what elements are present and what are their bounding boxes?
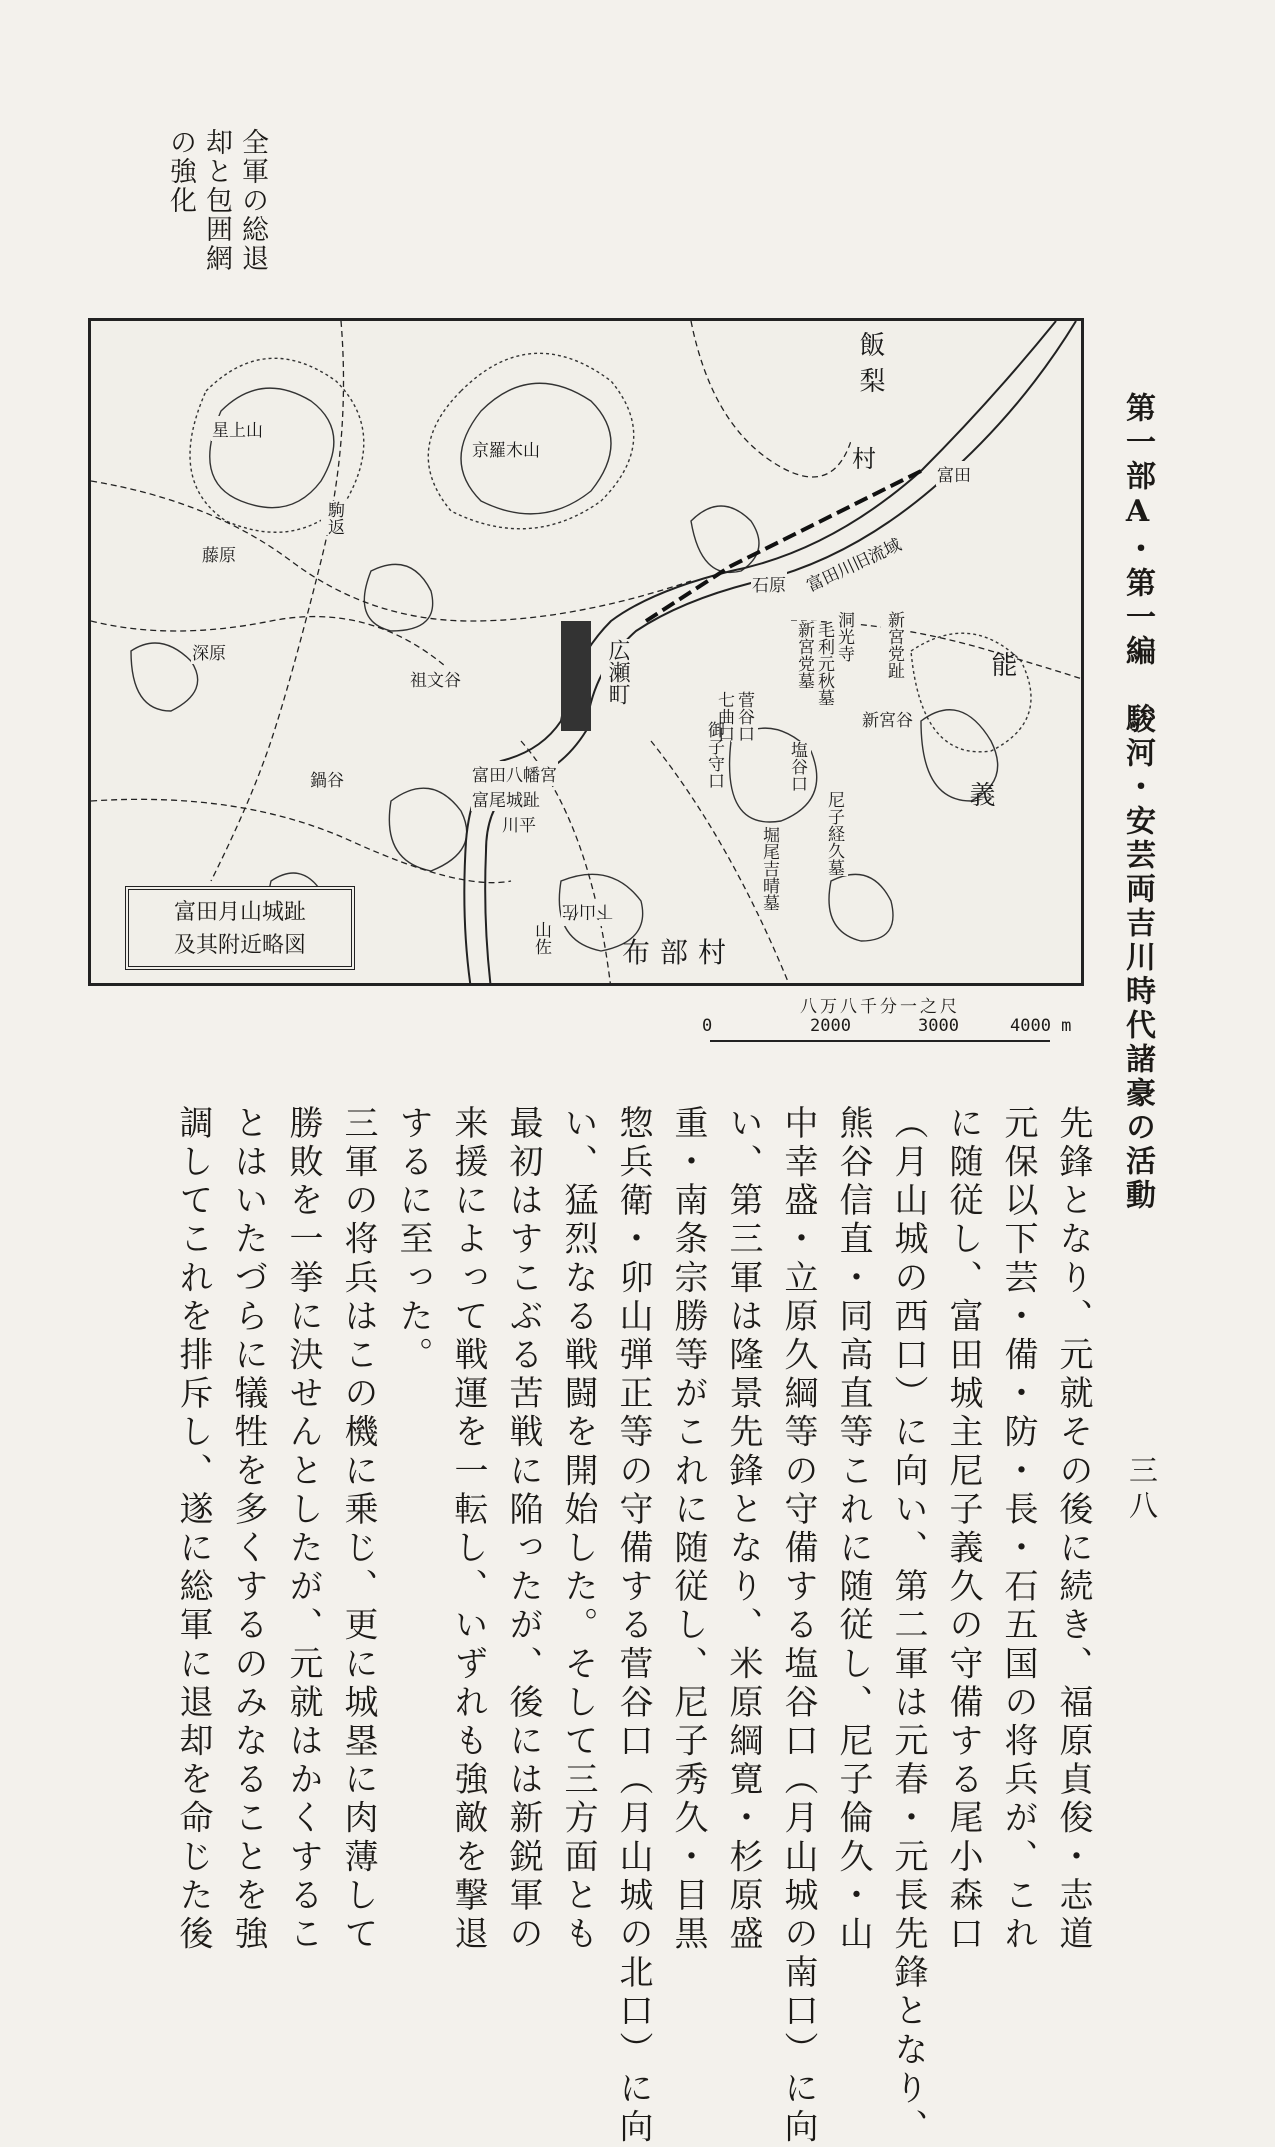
map-label-mizu: 御子守口 (701, 721, 728, 789)
map-label-shingu: 新宮党趾 (881, 611, 908, 679)
body-line: するに至った。 (393, 1105, 433, 1376)
map-label-hoshigami: 星上山 (211, 416, 264, 441)
map-label-komagaeri: 駒返 (321, 501, 348, 535)
map-label-kawahira: 川平 (501, 811, 537, 836)
body-line: とはいたづらに犠牲を多くするのみなることを強 (228, 1105, 268, 1955)
map-legend-line: 富田月山城趾 (173, 900, 306, 925)
map-label-fukahara: 深原 (191, 639, 227, 664)
map-label-amago: 尼子経久墓 (821, 791, 848, 876)
map-label-shioya: 塩谷口 (784, 741, 811, 792)
body-line: 勝敗を一挙に決せんとしたが、元就はかくするこ (283, 1105, 323, 1955)
map-label-niida: 新宮党墓 (791, 621, 818, 689)
body-line: 惣兵衛・卯山弾正等の守備する菅谷口（月山城の北口）に向 (613, 1105, 653, 2147)
map-label-komatsu: 富尾城趾 (471, 786, 541, 811)
map-label-hirose: 広瀬町 (601, 639, 634, 705)
body-line: に随従し、富田城主尼子義久の守備する尾小森口 (943, 1105, 983, 1955)
map-label-sugaya: 菅谷口 (731, 691, 758, 742)
map-label-motonari-bo: 毛利元秋墓 (814, 621, 834, 706)
body-line: 中幸盛・立原久綱等の守備する塩谷口（月山城の南口）に向 (778, 1105, 818, 2147)
map-label-sobunya: 祖文谷 (409, 666, 462, 691)
map-label-shimo: 下山佐 (561, 901, 614, 926)
map-label-iinashi: 飯梨 (855, 331, 885, 403)
body-line: 三軍の将兵はこの機に乗じ、更に城塁に肉薄して (338, 1105, 378, 1955)
body-line: 調してこれを排斥し、遂に総軍に退却を命じた後 (173, 1105, 213, 1955)
map-label-fujiwara: 藤原 (201, 541, 237, 566)
map-legend (125, 886, 355, 970)
running-head: 第一部A・第一編 駿河・安芸両吉川時代諸豪の活動 (1120, 392, 1155, 1213)
body-line: （月山城の西口）に向い、第二軍は元春・元長先鋒となり、 (888, 1105, 928, 2147)
map-label-dokoji: 洞光寺 (831, 611, 858, 662)
map-label-yamasa: 山佐 (528, 921, 555, 955)
map-label-nabetani: 鍋谷 (309, 766, 345, 791)
map-label-mura-1: 村 (851, 439, 877, 474)
map-label-tomitagawa: 富田川旧流域 (803, 535, 905, 597)
body-line: 重・南条宗勝等がこれに随従し、尼子秀久・目黒 (668, 1105, 708, 1955)
body-line: 来援によって戦運を一転し、いずれも強敵を撃退 (448, 1105, 488, 1955)
map-label-toda-hachimangu: 富田八幡宮 (471, 761, 558, 786)
map-label-ishihara: 石原 (751, 571, 787, 596)
map-label-toda: 富田 (936, 461, 972, 486)
scale-title: 八万八千分一之尺 (800, 997, 960, 1017)
map-label-noki: 能 (987, 651, 1017, 687)
side-note-line: の強化 (165, 128, 196, 215)
body-line: 先鋒となり、元就その後に続き、福原貞俊・志道 (1053, 1105, 1093, 1955)
map-label-gi: 義 (965, 781, 995, 817)
side-note-line: 却と包囲網 (201, 128, 232, 273)
map-legend-line: 及其附近略図 (173, 933, 306, 958)
body-line: い、猛烈なる戦闘を開始した。そして三方面とも (558, 1105, 598, 1955)
body-line: 元保以下芸・備・防・長・石五国の将兵が、これ (998, 1105, 1038, 1955)
body-line: い、第三軍は隆景先鋒となり、米原綱寛・杉原盛 (723, 1105, 763, 1955)
scale-tick: 0 (702, 1016, 713, 1036)
page-number: 三八 (1125, 1455, 1159, 1525)
scale-tick: 4000 m (1010, 1016, 1072, 1036)
scale-tick: 2000 (810, 1016, 851, 1036)
side-note (162, 128, 270, 308)
body-line: 最初はすこぶる苦戦に陥ったが、後には新鋭軍の (503, 1105, 543, 1955)
map-label-fube: 布部村 (622, 936, 737, 969)
body-line: 熊谷信直・同高直等これに随従し、尼子倫久・山 (833, 1105, 873, 1955)
map-label-shingudani: 新宮谷 (861, 706, 914, 731)
scale-tick: 3000 (918, 1016, 959, 1036)
map-label-kyorasan: 京羅木山 (471, 436, 541, 461)
map-label-gakumon: 七曲口 (714, 691, 734, 742)
body-text (70, 1105, 1100, 2147)
scale-line (710, 1040, 1050, 1042)
map-label-hotta: 堀尾吉晴墓 (756, 826, 783, 911)
side-note-line: 全軍の総退 (237, 128, 268, 273)
map-scale-bar (690, 992, 1090, 1072)
